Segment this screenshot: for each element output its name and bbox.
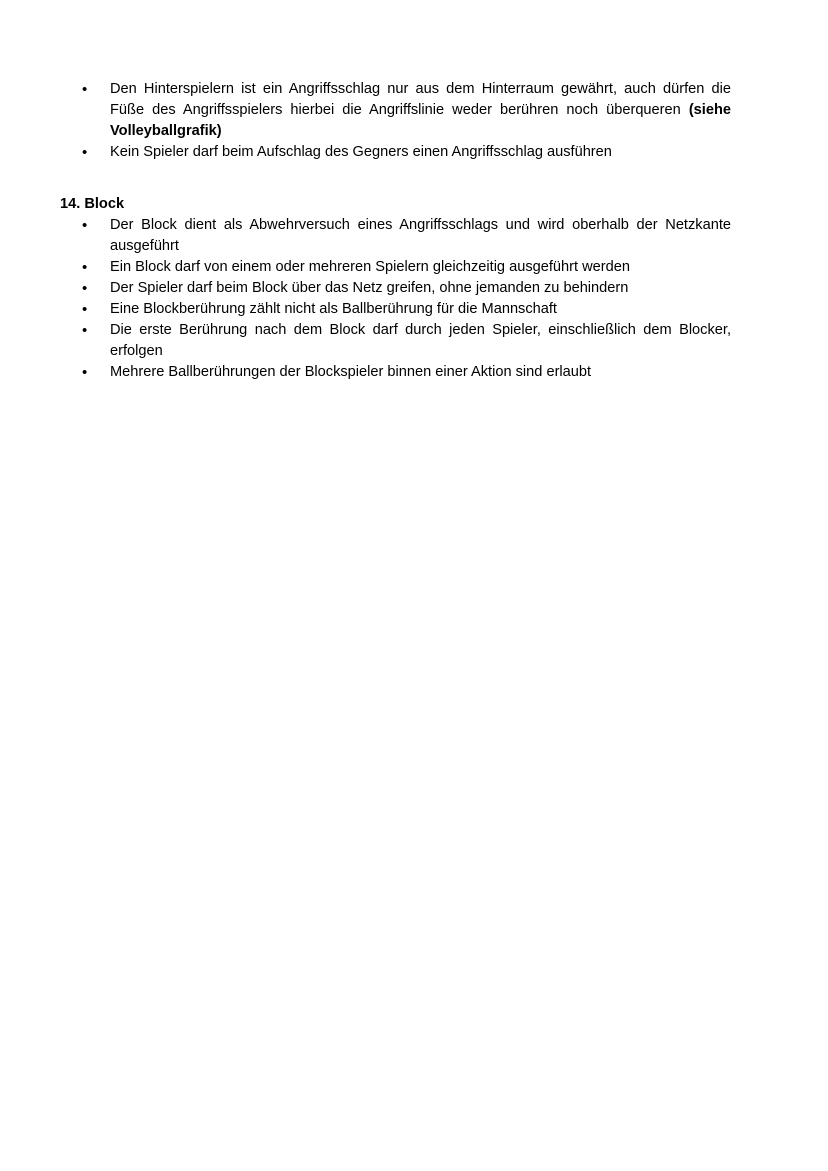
list-item-text: Eine Blockberührung zählt nicht als Ballberührung für die Mannschaft <box>110 301 557 317</box>
section-heading-block: 14. Block <box>60 196 125 212</box>
list-item <box>81 79 731 142</box>
list-item <box>81 142 731 163</box>
list-item-text: Der Spieler darf beim Block über das Netz greifen, ohne jemanden zu behindern <box>110 280 629 296</box>
list-item <box>81 299 731 320</box>
list-item <box>81 320 731 362</box>
block-rules-list <box>81 215 731 383</box>
list-item-text: Kein Spieler darf beim Aufschlag des Gegners einen Angriffsschlag ausführen <box>110 144 612 160</box>
attack-rules-list <box>81 79 731 163</box>
list-item-bold-reference: (siehe Volleyballgrafik) <box>110 102 731 139</box>
list-item <box>81 257 731 278</box>
list-item-text: Der Block dient als Abwehrversuch eines Angriffsschlags und wird oberhalb der Netzkante ausgeführt <box>110 217 731 254</box>
list-item-text: Den Hinterspielern ist ein Angriffsschlag nur aus dem Hinterraum gewährt, auch dürfen die Füße des Angriffsspielers hierbei die Angriffslinie weder berühren noch überqueren <box>110 81 731 118</box>
list-item <box>81 278 731 299</box>
list-item-text: Mehrere Ballberührungen der Blockspieler binnen einer Aktion sind erlaubt <box>110 364 592 380</box>
list-item <box>81 215 731 257</box>
list-item-text: Ein Block darf von einem oder mehreren Spielern gleichzeitig ausgeführt werden <box>110 259 630 275</box>
list-item <box>81 362 731 383</box>
list-item-text: Die erste Berührung nach dem Block darf durch jeden Spieler, einschließlich dem Blocker, erfolgen <box>110 322 731 359</box>
